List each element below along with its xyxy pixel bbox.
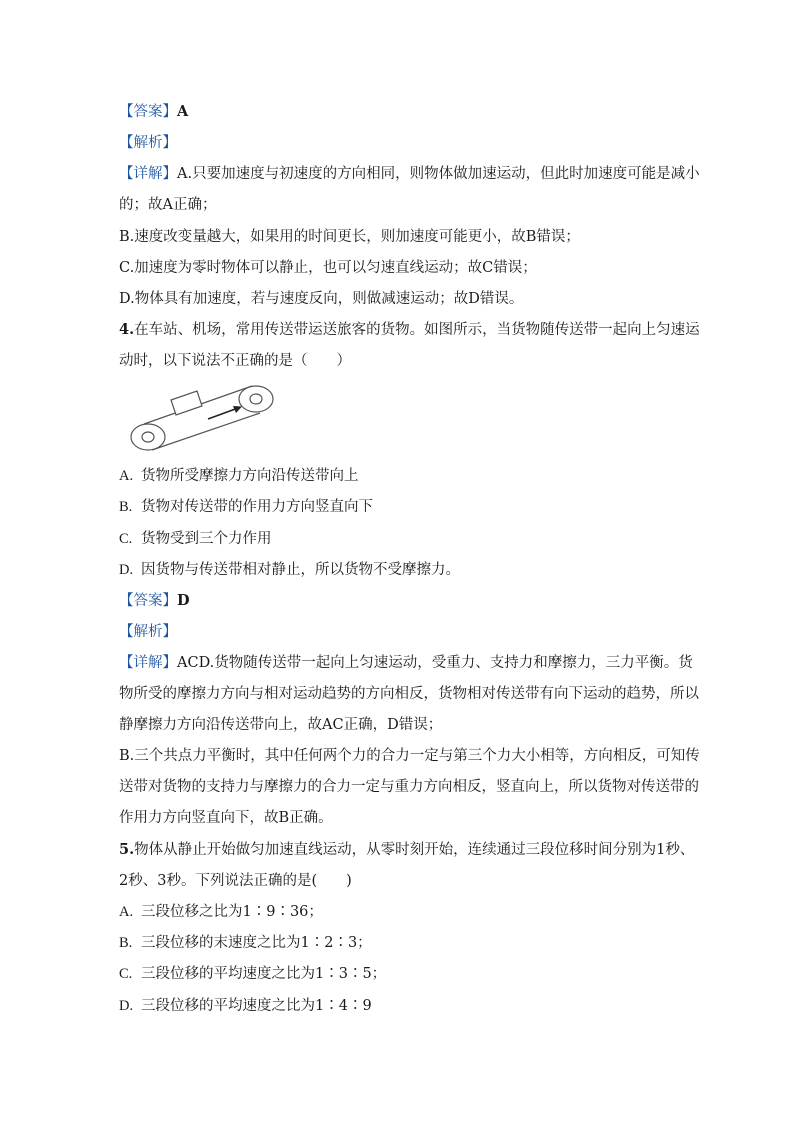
q4-detail-line-1 <box>119 653 693 673</box>
stem-text: 物体从静止开始做匀加速直线运动，从零时刻开始，连续通过三段位移时间分别为1秒、 <box>134 842 695 858</box>
q3-answer <box>119 102 188 122</box>
q3-detail-line-5: D.物体具有加速度，若与速度反向，则做减速运动；故D错误。 <box>119 291 524 307</box>
q4-stem-line-1 <box>119 320 700 340</box>
right-pulley <box>239 386 273 412</box>
detail-label: 【详解】 <box>119 655 177 671</box>
q5-option-a <box>119 902 323 922</box>
question-number: 5. <box>119 841 135 858</box>
option-letter: D. <box>119 562 134 578</box>
q3-detail-line-1 <box>119 164 700 184</box>
option-letter: B. <box>119 935 133 951</box>
option-text: 三段位移的平均速度之比为1∶3∶5； <box>141 966 387 982</box>
option-letter: A. <box>119 904 134 920</box>
q4-answer <box>119 591 190 611</box>
q3-detail-line-4: C.加速度为零时物体可以静止，也可以匀速直线运动；故C错误； <box>119 260 537 276</box>
option-letter: A. <box>119 468 134 484</box>
right-pulley-axle <box>250 394 262 404</box>
conveyor-belt-figure <box>126 380 276 455</box>
cargo-box <box>171 391 202 415</box>
option-text: 三段位移的平均速度之比为1∶4∶9 <box>141 998 372 1014</box>
left-pulley-axle <box>142 432 154 442</box>
left-pulley <box>131 424 165 450</box>
analysis-label: 【解析】 <box>119 135 177 151</box>
answer-label: 【答案】 <box>119 593 177 609</box>
q4-option-a <box>119 466 359 486</box>
q4-detail-line-5: 送带对货物的支持力与摩擦力的合力一定与重力方向相反，竖直向上，所以货物对传送带的 <box>119 779 699 795</box>
answer-value: A <box>177 103 189 120</box>
q5-option-c <box>119 964 386 984</box>
answer-value: D <box>177 592 190 609</box>
q5-option-b <box>119 933 372 953</box>
q5-stem-line-1 <box>119 840 694 860</box>
question-number: 4. <box>119 321 135 338</box>
q3-analysis <box>119 133 177 153</box>
option-text: 三段位移的末速度之比为1∶2∶3； <box>141 935 372 951</box>
stem-text: 在车站、机场，常用传送带运送旅客的货物。如图所示，当货物随传送带一起向上匀速运 <box>134 322 700 338</box>
option-text: 货物对传送带的作用力方向竖直向下 <box>141 499 373 515</box>
detail-label: 【详解】 <box>119 166 177 182</box>
q3-detail-line-2: 的；故A正确； <box>119 197 217 213</box>
option-text: 货物所受摩擦力方向沿传送带向上 <box>141 468 359 484</box>
q4-detail-line-2: 物所受的摩擦力方向与相对运动趋势的方向相反，货物相对传送带有向下运动的趋势，所以 <box>119 686 699 702</box>
option-letter: D. <box>119 998 134 1014</box>
option-text: 因货物与传送带相对静止，所以货物不受摩擦力。 <box>141 562 460 578</box>
q4-analysis <box>119 622 177 642</box>
q4-option-c <box>119 529 272 549</box>
q4-stem-line-2: 动时，以下说法不正确的是（ ） <box>119 353 351 369</box>
answer-label: 【答案】 <box>119 104 177 120</box>
option-letter: C. <box>119 966 133 982</box>
belt-bottom-edge <box>152 413 260 450</box>
motion-arrow <box>208 406 242 419</box>
option-letter: B. <box>119 499 133 515</box>
option-text: 三段位移之比为1∶9∶36； <box>141 904 323 920</box>
detail-text: A.只要加速度与初速度的方向相同，则物体做加速运动，但此时加速度可能是减小 <box>177 166 700 182</box>
q4-detail-line-4: B.三个共点力平衡时，其中任何两个力的合力一定与第三个力大小相等，方向相反，可知传 <box>119 748 700 764</box>
analysis-label: 【解析】 <box>119 624 177 640</box>
q4-detail-line-6: 作用力方向竖直向下，故B正确。 <box>119 810 333 826</box>
q3-detail-line-3: B.速度改变量越大，如果用的时间更长，则加速度可能更小，故B错误； <box>119 229 580 245</box>
option-letter: C. <box>119 531 133 547</box>
q5-option-d <box>119 996 372 1016</box>
option-text: 货物受到三个力作用 <box>141 531 272 547</box>
q4-detail-line-3: 静摩擦力方向沿传送带向上，故AC正确，D错误； <box>119 717 443 733</box>
q5-stem-line-2: 2秒、3秒。下列说法正确的是( ) <box>119 873 352 889</box>
q4-option-d <box>119 560 460 580</box>
detail-text: ACD.货物随传送带一起向上匀速运动，受重力、支持力和摩擦力，三力平衡。货 <box>177 655 693 671</box>
q4-option-b <box>119 497 373 517</box>
